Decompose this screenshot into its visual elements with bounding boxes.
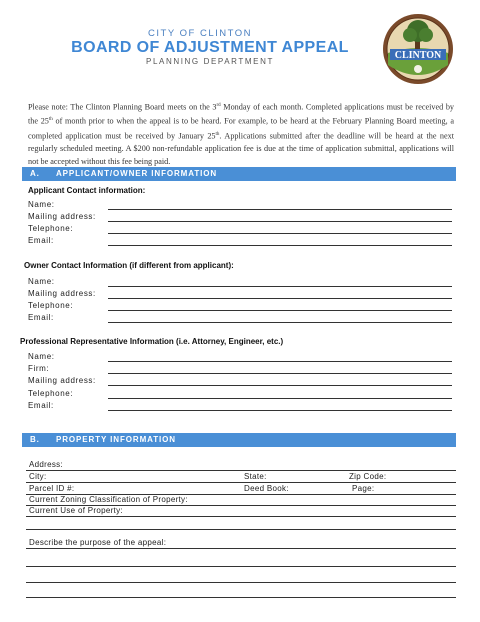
- seal-label: CLINTON: [394, 50, 442, 61]
- professional-firm-field[interactable]: [26, 362, 452, 374]
- zip-label: Zip Code:: [349, 472, 387, 481]
- meeting-notice: [28, 100, 454, 168]
- section-a-header: [22, 167, 456, 181]
- field-label: Mailing address:: [28, 289, 96, 298]
- field-label: Firm:: [28, 364, 50, 373]
- purpose-field[interactable]: [26, 536, 456, 549]
- applicant-telephone-field[interactable]: [26, 222, 452, 234]
- section-b-title: PROPERTY INFORMATION: [56, 435, 176, 444]
- city-seal-icon: [382, 13, 454, 85]
- field-label: Email:: [28, 313, 54, 322]
- field-label: Mailing address:: [28, 212, 96, 221]
- purpose-line-3[interactable]: [26, 570, 456, 583]
- address-label: Address:: [29, 460, 63, 469]
- field-label: Email:: [28, 401, 54, 410]
- field-label: Name:: [28, 352, 55, 361]
- purpose-label: Describe the purpose of the appeal:: [29, 538, 167, 547]
- field-label: Email:: [28, 236, 54, 245]
- professional-heading: Professional Representative Information (i.e. Attorney, Engineer, etc.): [20, 337, 284, 346]
- current-use-field[interactable]: [26, 504, 456, 517]
- form-title: BOARD OF ADJUSTMENT APPEAL: [71, 39, 349, 56]
- purpose-line-2[interactable]: [26, 554, 456, 567]
- section-a-letter: A.: [30, 169, 40, 178]
- owner-mailing-field[interactable]: [26, 287, 452, 299]
- section-b-header: [22, 433, 456, 447]
- notice-text-2: Monday of each month. Completed applications must be received by the 25: [28, 102, 455, 127]
- city-label: City:: [29, 472, 47, 481]
- deed-book-label: Deed Book:: [244, 484, 289, 493]
- field-label: Name:: [28, 200, 55, 209]
- applicant-email-field[interactable]: [26, 234, 452, 246]
- current-use-line-2[interactable]: [26, 517, 456, 530]
- field-label: Telephone:: [28, 389, 74, 398]
- section-a-title: APPLICANT/OWNER INFORMATION: [56, 169, 218, 178]
- professional-telephone-field[interactable]: [26, 387, 452, 399]
- notice-text-3: of month prior to when the appeal is to be heard. For example, to be heard at the February Planning Board meeting, a completed application must be received by January 25: [28, 117, 454, 141]
- applicant-heading: Applicant Contact information:: [28, 186, 146, 195]
- field-label: Mailing address:: [28, 376, 96, 385]
- owner-name-field[interactable]: [26, 275, 452, 287]
- applicant-mailing-field[interactable]: [26, 210, 452, 222]
- owner-email-field[interactable]: [26, 311, 452, 323]
- state-label: State:: [244, 472, 267, 481]
- notice-sup-1: rd: [216, 103, 221, 108]
- field-label: Telephone:: [28, 224, 74, 233]
- parcel-label: Parcel ID #:: [29, 484, 75, 493]
- notice-sup-3: th: [215, 131, 220, 137]
- notice-text-4: . Applications submitted after the deadline will be heard at the next regularly scheduled meeting. A $200 non-refundable application fee is due at the time of application submittal, applications will not be accepted without this fee being paid.: [28, 131, 454, 166]
- purpose-line-4[interactable]: [26, 585, 456, 598]
- current-use-label: Current Use of Property:: [29, 506, 123, 515]
- professional-name-field[interactable]: [26, 350, 452, 362]
- field-label: Telephone:: [28, 301, 74, 310]
- applicant-name-field[interactable]: [26, 198, 452, 210]
- notice-text-1: Please note: The Clinton Planning Board meets on the 3: [28, 102, 217, 112]
- department-name: PLANNING DEPARTMENT: [146, 57, 274, 66]
- section-b-letter: B.: [30, 435, 40, 444]
- field-label: Name:: [28, 277, 55, 286]
- page-label: Page:: [352, 484, 375, 493]
- owner-heading: Owner Contact Information (if different from applicant):: [24, 261, 234, 270]
- zoning-label: Current Zoning Classification of Property:: [29, 495, 188, 504]
- professional-mailing-field[interactable]: [26, 374, 452, 386]
- city-name: CITY OF CLINTON: [148, 28, 252, 39]
- professional-email-field[interactable]: [26, 399, 452, 411]
- notice-sup-2: th: [48, 117, 53, 123]
- owner-telephone-field[interactable]: [26, 299, 452, 311]
